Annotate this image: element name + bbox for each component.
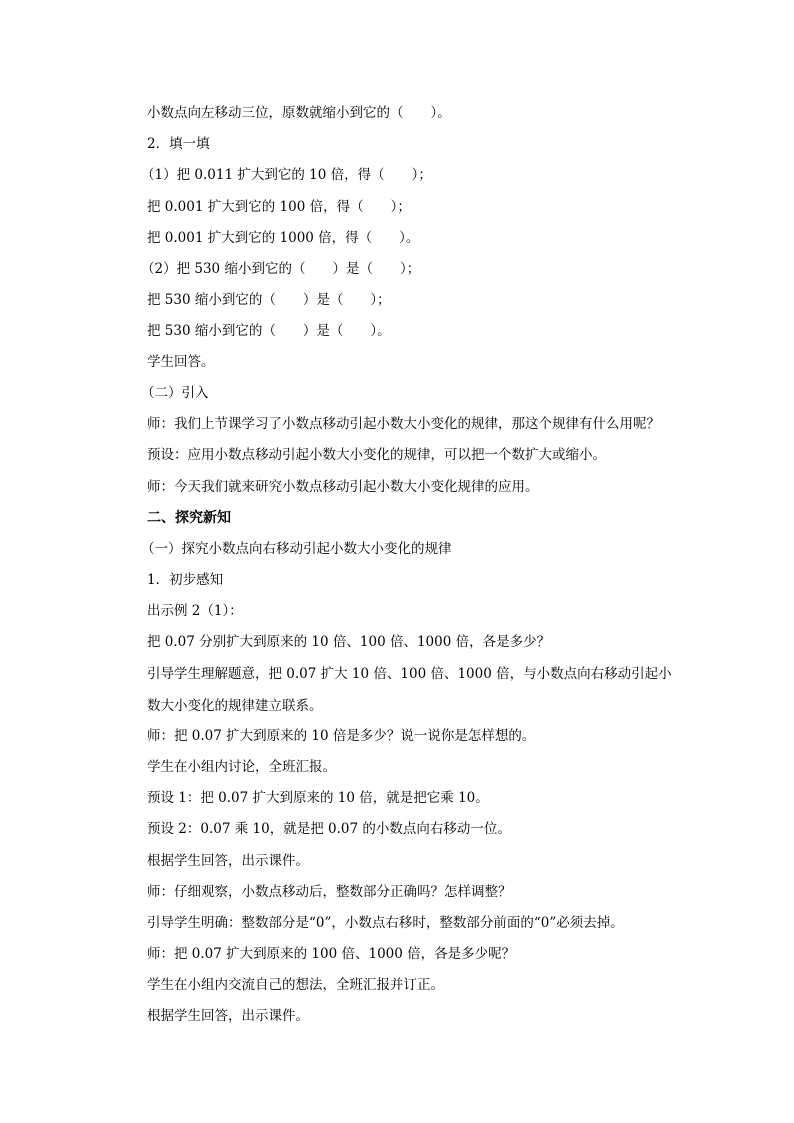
text-line: 学生在小组内交流自己的想法，全班汇报并订正。 bbox=[147, 977, 444, 993]
subsection-title: （二）引入 bbox=[141, 385, 209, 401]
text-line: 师：我们上节课学习了小数点移动引起小数大小变化的规律，那这个规律有什么用呢？ bbox=[147, 416, 660, 432]
text-line: 引导学生明确：整数部分是“0”，小数点右移时，整数部分前面的“0”必须去掉。 bbox=[147, 915, 624, 931]
section-number: 2．填一填 bbox=[147, 136, 210, 152]
text-line: 学生回答。 bbox=[147, 354, 215, 370]
text-line: 把 530 缩小到它的（ ）是（ ）。 bbox=[147, 323, 391, 339]
text-line: 学生在小组内讨论，全班汇报。 bbox=[147, 759, 336, 775]
section-number: 1．初步感知 bbox=[147, 572, 224, 588]
text-line: 师：仔细观察，小数点移动后，整数部分正确吗？怎样调整？ bbox=[147, 884, 512, 900]
text-paragraph: 引导学生理解题意，把 0.07 扩大 10 倍、100 倍、1000 倍，与小数点向右移动引起小数大小变化的规律建立联系。 bbox=[147, 666, 672, 714]
text-line: （2）把 530 缩小到它的（ ）是（ ）； bbox=[141, 261, 421, 277]
section-heading: 二、探究新知 bbox=[147, 510, 231, 526]
text-line: 预设 2：0.07 乘 10，就是把 0.07 的小数点向右移动一位。 bbox=[147, 821, 511, 837]
text-line: 根据学生回答，出示课件。 bbox=[147, 853, 309, 869]
text-line: 师：今天我们就来研究小数点移动引起小数大小变化规律的应用。 bbox=[147, 479, 539, 495]
text-line: 把 530 缩小到它的（ ）是（ ）； bbox=[147, 292, 391, 308]
text-line: 师：把 0.07 扩大到原来的 100 倍、1000 倍，各是多少呢？ bbox=[147, 946, 516, 962]
text-line: 小数点向左移动三位，原数就缩小到它的（ ）。 bbox=[147, 105, 451, 121]
text-line: 师：把 0.07 扩大到原来的 10 倍是多少？说一说你是怎样想的。 bbox=[147, 728, 536, 744]
text-line: 预设：应用小数点移动引起小数大小变化的规律，可以把一个数扩大或缩小。 bbox=[147, 447, 606, 463]
text-line: 预设 1：把 0.07 扩大到原来的 10 倍，就是把它乘 10。 bbox=[147, 790, 489, 806]
text-line: 出示例 2（1）： bbox=[147, 603, 243, 619]
text-line: 根据学生回答，出示课件。 bbox=[147, 1008, 309, 1024]
text-line: 把 0.07 分别扩大到原来的 10 倍、100 倍、1000 倍，各是多少？ bbox=[147, 634, 551, 650]
text-line: （1）把 0.011 扩大到它的 10 倍，得（ ）； bbox=[141, 167, 432, 183]
text-line: 把 0.001 扩大到它的 1000 倍，得（ ）。 bbox=[147, 230, 420, 246]
subsection-title: （一）探究小数点向右移动引起小数大小变化的规律 bbox=[141, 541, 452, 557]
text-line: 把 0.001 扩大到它的 100 倍，得（ ）； bbox=[147, 199, 411, 215]
